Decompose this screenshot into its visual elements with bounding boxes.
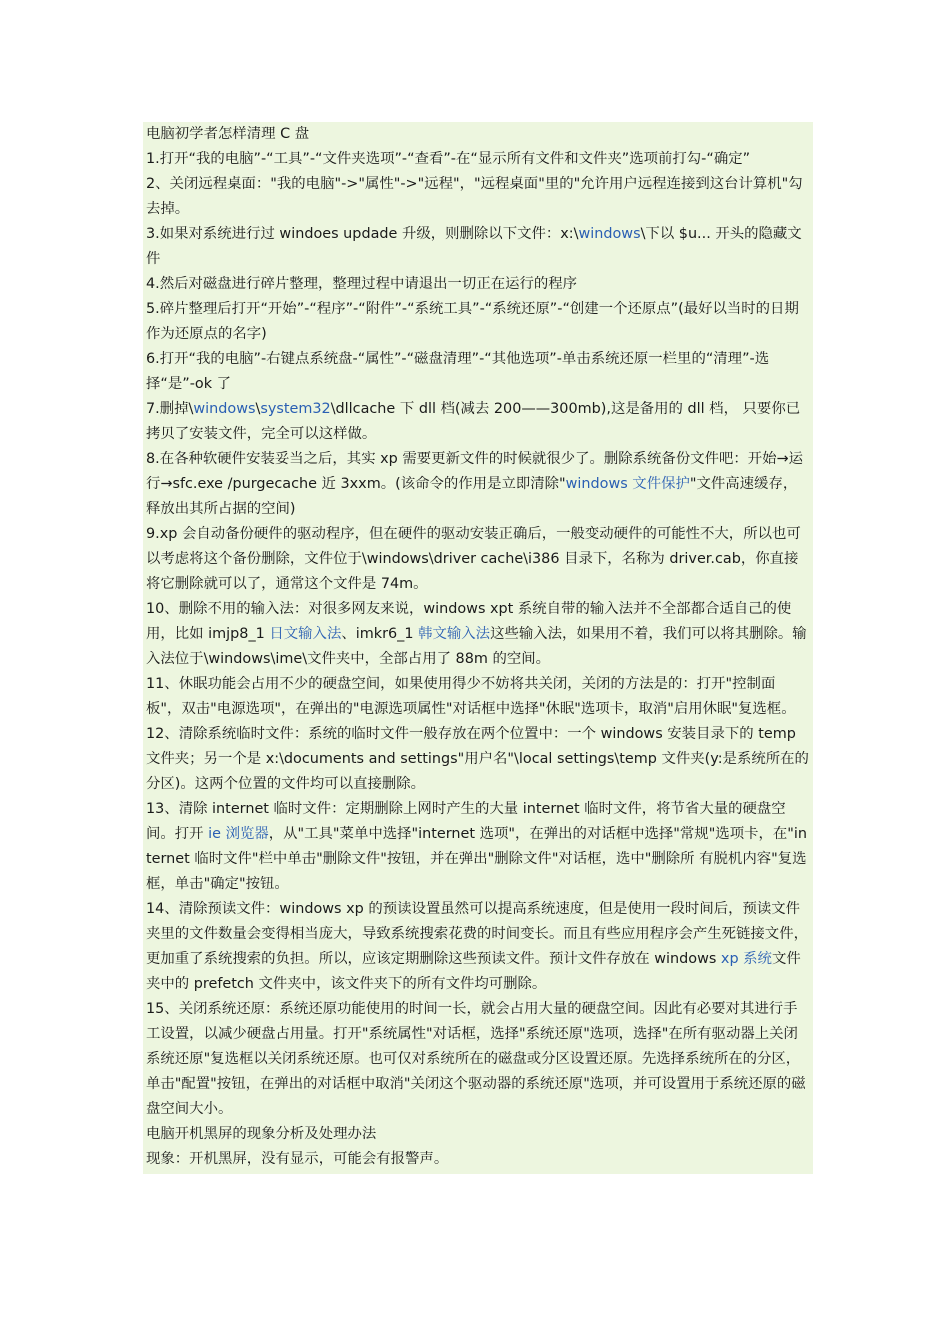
paragraph-6 — [146, 347, 810, 397]
text-run: ，从"工具"菜单中选择"internet 选项"，在弹出的对话框中选择"常规"选项卡，在"internet 临时文件"栏中单击"删除文件"按钮，并在弹出"删除文件"对话框，选中"删除所 有脱机内容"复选框，单击"确定"按钮。 — [146, 826, 808, 892]
text-run: 文件夹中的 prefetch 文件夹中，该文件夹下的所有文件均可删除。 — [146, 951, 801, 992]
text-run: 电脑开机黑屏的现象分析及处理办法 — [146, 1126, 377, 1142]
inline-link[interactable]: windows 文件保护 — [565, 476, 690, 492]
paragraph-17 — [146, 1147, 810, 1172]
paragraph-16 — [146, 1122, 810, 1147]
paragraph-4 — [146, 272, 810, 297]
text-run: 现象：开机黑屏，没有显示，可能会有报警声。 — [146, 1151, 449, 1167]
inline-link[interactable]: system32 — [260, 401, 331, 417]
text-run: 9.xp 会自动备份硬件的驱动程序，但在硬件的驱动安装正确后，一般变动硬件的可能性不大，所以也可以考虑将这个备份删除，文件位于\windows\driver cache\i386 目录下，名称为 driver.cab，你直接将它删除就可以了，通常这个文件是 74m。 — [146, 526, 801, 592]
text-run: \下以 $u... 开头的隐藏文件 — [146, 226, 802, 267]
paragraph-1 — [146, 147, 810, 172]
paragraph-13 — [146, 797, 810, 897]
paragraph-2 — [146, 172, 810, 222]
text-run: 11、休眠功能会占用不少的硬盘空间，如果使用得少不妨将共关闭，关闭的方法是的：打开"控制面板"，双击"电源选项"，在弹出的"电源选项属性"对话框中选择"休眠"选项卡，取消"启用休眠"复选框。 — [146, 676, 796, 717]
paragraph-5 — [146, 297, 810, 347]
paragraph-15 — [146, 997, 810, 1122]
inline-link[interactable]: 日文输入法 — [269, 626, 342, 642]
paragraph-0 — [146, 122, 810, 147]
text-run: 12、清除系统临时文件：系统的临时文件一般存放在两个位置中：一个 windows 安装目录下的 temp 文件夹；另一个是 x:\documents and settings"用户名"\local settings\temp 文件夹(y:是系统所在的分区)。这两个位置的文件均可以直接删除。 — [146, 726, 809, 792]
text-run: 电脑初学者怎样清理 C 盘 — [146, 126, 310, 142]
paragraph-7 — [146, 397, 810, 447]
text-run: 4.然后对磁盘进行碎片整理，整理过程中请退出一切正在运行的程序 — [146, 276, 578, 292]
paragraph-12 — [146, 722, 810, 797]
text-run: 6.打开“我的电脑”-右键点系统盘-“属性”-“磁盘清理”-“其他选项”-单击系统还原一栏里的“清理”-选择“是”-ok 了 — [146, 351, 770, 392]
document-page — [143, 122, 813, 1174]
text-run: 15、关闭系统还原：系统还原功能使用的时间一长，就会占用大量的硬盘空间。因此有必要对其进行手工设置，以减少硬盘占用量。打开"系统属性"对话框，选择"系统还原"选项，选择"在所有驱动器上关闭系统还原"复选框以关闭系统还原。也可仅对系统所在的磁盘或分区设置还原。先选择系统所在的分区，单击"配置"按钮，在弹出的对话框中取消"关闭这个驱动器的系统还原"选项，并可设置用于系统还原的磁盘空间大小。 — [146, 1001, 806, 1117]
text-run: 10、删除不用的输入法：对很多网友来说，windows xpt 系统自带的输入法并不全部都合适自己的使用，比如 imjp8_1 — [146, 601, 792, 642]
text-run: \ — [255, 401, 261, 417]
text-run: 1.打开“我的电脑”-“工具”-“文件夹选项”-“查看”-在“显示所有文件和文件夹”选项前打勾-“确定” — [146, 151, 751, 167]
inline-link[interactable]: xp 系统 — [720, 951, 772, 967]
text-run: 8.在各种软硬件安装妥当之后，其实 xp 需要更新文件的时候就很少了。删除系统备份文件吧：开始→运行→sfc.exe /purgecache 近 3xxm。(该命令的作用是立即清除" — [146, 451, 803, 492]
inline-link[interactable]: 韩文输入法 — [418, 626, 491, 642]
paragraph-3 — [146, 222, 810, 272]
paragraph-9 — [146, 522, 810, 597]
text-run: 、imkr6_1 — [341, 626, 419, 642]
text-run: 这些输入法，如果用不着，我们可以将其删除。输入法位于\windows\ime\文件夹中，全部占用了 88m 的空间。 — [146, 626, 807, 667]
inline-link[interactable]: windows — [193, 401, 256, 417]
text-run: 7.删掉\ — [146, 401, 194, 417]
text-run: 5.碎片整理后打开“开始”-“程序”-“附件”-“系统工具”-“系统还原”-“创建一个还原点”(最好以当时的日期作为还原点的名字) — [146, 301, 799, 342]
paragraph-10 — [146, 597, 810, 672]
text-run: 3.如果对系统进行过 windoes updade 升级，则删除以下文件：x:\ — [146, 226, 579, 242]
paragraph-11 — [146, 672, 810, 722]
text-run: 2、关闭远程桌面："我的电脑"->"属性"->"远程"，"远程桌面"里的"允许用户远程连接到这台计算机"勾去掉。 — [146, 176, 803, 217]
paragraph-8 — [146, 447, 810, 522]
text-run: 13、清除 internet 临时文件：定期删除上网时产生的大量 internet 临时文件，将节省大量的硬盘空间。打开 — [146, 801, 786, 842]
text-run: \dllcache 下 dll 档(减去 200——300mb),这是备用的 dll 档， 只要你已拷贝了安装文件，完全可以这样做。 — [146, 401, 801, 442]
inline-link[interactable]: ie 浏览器 — [208, 826, 269, 842]
text-run: "文件高速缓存，释放出其所占据的空间) — [146, 476, 798, 517]
paragraph-14 — [146, 897, 810, 997]
inline-link[interactable]: windows — [578, 226, 641, 242]
text-run: 14、清除预读文件：windows xp 的预读设置虽然可以提高系统速度，但是使用一段时间后，预读文件夹里的文件数量会变得相当庞大，导致系统搜索花费的时间变长。而且有些应用程序会产生死链接文件，更加重了系统搜索的负担。所以，应该定期删除这些预读文件。预计文件存放在 windows — [146, 901, 808, 967]
